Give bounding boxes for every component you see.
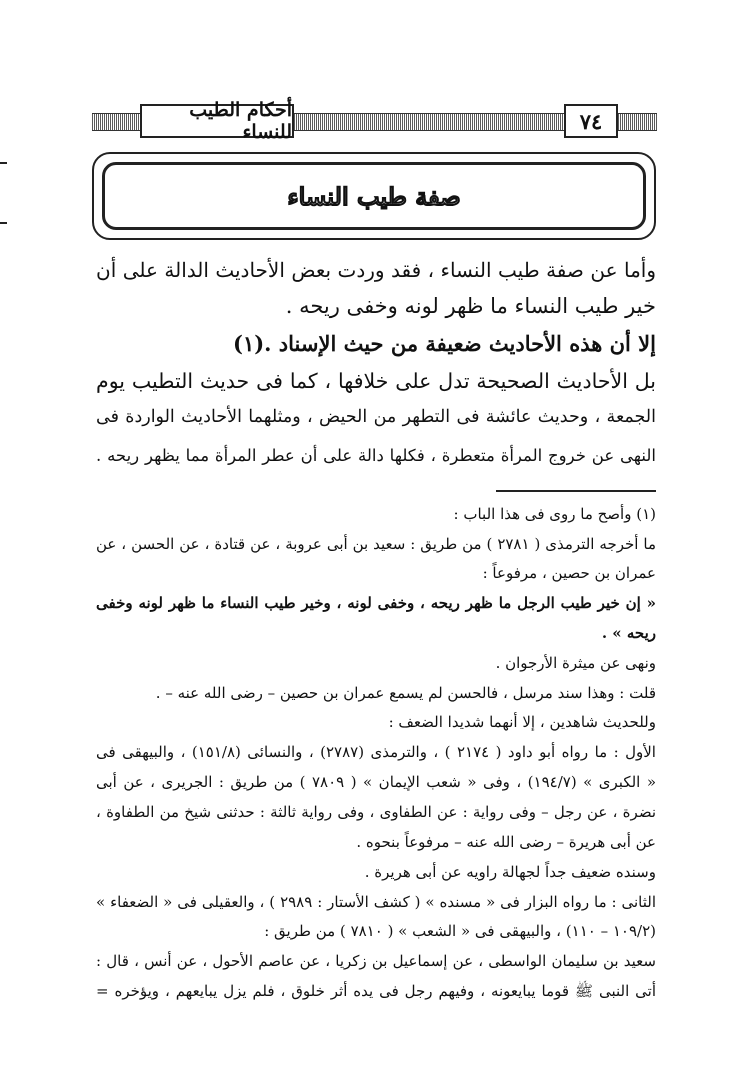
footnote-line: نضرة ، عن رجل – وفى رواية : عن الطفاوى ، وفى رواية ثالثة : حدثنى شيخ من الطفاوة ، xyxy=(96,803,656,821)
footnote-line: الثانى : ما رواه البزار فى « مسنده » ( كشف الأستار : ٢٩٨٩ ) ، والعقيلى فى « الضعفاء » xyxy=(96,893,656,911)
footnote-line: وللحديث شاهدين ، إلا أنهما شديدا الضعف : xyxy=(388,713,656,731)
body-line: خير طيب النساء ما ظهر لونه وخفى ريحه . xyxy=(285,294,656,318)
footnote-line: عن أبى هريرة – رضى الله عنه – مرفوعاً بنحوه . xyxy=(356,833,656,851)
chapter-title: صفة طيب النساء xyxy=(287,181,461,211)
footnote-line: سعيد بن سليمان الواسطى ، عن إسماعيل بن زكريا ، عن عاصم الأحول ، عن أنس ، قال : xyxy=(96,952,656,970)
body-line: بل الأحاديث الصحيحة تدل على خلافها ، كما فى حديث التطيب يوم xyxy=(96,369,656,393)
chapter-frame xyxy=(92,152,656,240)
footnote-line: ما أخرجه الترمذى ( ٢٧٨١ ) من طريق : سعيد بن أبى عروبة ، عن قتادة ، عن الحسن ، عن xyxy=(96,535,656,553)
footnote-line: الأول : ما رواه أبو داود ( ٢١٧٤ ) ، والترمذى (٢٧٨٧) ، والنسائى (١٥١/٨) ، والبيهقى فى xyxy=(96,743,656,761)
footnote-line: أتى النبى ﷺ قوما يبايعونه ، وفيهم رجل فى يده أثر خلوق ، فلم يزل يبايعهم ، ويؤخره = xyxy=(96,982,656,1000)
footnote-line: وسنده ضعيف جداً لجهالة راويه عن أبى هريرة . xyxy=(364,863,656,881)
header-ornament-right xyxy=(618,113,657,131)
footnote-line: (١٠٩/٢ – ١١٠) ، والبيهقى فى « الشعب » ( ٧٨١٠ ) من طريق : xyxy=(264,922,656,940)
header-ornament-left xyxy=(92,113,140,131)
footnote-line: قلت : وهذا سند مرسل ، فالحسن لم يسمع عمران بن حصين – رضى الله عنه – . xyxy=(155,684,656,702)
footnote-line: (١) وأصح ما روى فى هذا الباب : xyxy=(453,505,656,523)
body-line: الجمعة ، وحديث عائشة فى التطهر من الحيض ، ومثلهما الأحاديث الواردة فى xyxy=(96,407,656,427)
body-line: النهى عن خروج المرأة متعطرة ، فكلها دالة على أن عطر المرأة مما يظهر ريحه . xyxy=(96,446,656,465)
header-ornament-middle xyxy=(294,113,564,131)
footnote-line: « الكبرى » (١٩٤/٧) ، وفى « شعب الإيمان » ( ٧٨٠٩ ) من طريق : الجريرى ، عن أبى xyxy=(96,773,657,791)
footnote-line: ونهى عن ميثرة الأرجوان . xyxy=(495,654,656,672)
footnote-separator xyxy=(496,490,656,492)
margin-mark-top xyxy=(0,162,7,164)
margin-mark-bottom xyxy=(0,222,7,224)
body-line: وأما عن صفة طيب النساء ، فقد وردت بعض الأحاديث الدالة على أن xyxy=(96,258,656,282)
footnote-line-quote: « إن خير طيب الرجل ما ظهر ريحه ، وخفى لونه ، وخير طيب النساء ما ظهر لونه وخفى xyxy=(96,594,656,612)
body-line-emphasis: إلا أن هذه الأحاديث ضعيفة من حيث الإسناد .(١) xyxy=(233,331,656,356)
running-header xyxy=(92,99,657,143)
page-number: ٧٤ xyxy=(564,104,618,138)
book-title: أحكام الطيب للنساء xyxy=(140,104,294,138)
chapter-frame-inner xyxy=(102,162,646,230)
footnote-line-quote: ريحه » . xyxy=(601,624,656,642)
footnote-line: عمران بن حصين ، مرفوعاً : xyxy=(482,564,656,582)
